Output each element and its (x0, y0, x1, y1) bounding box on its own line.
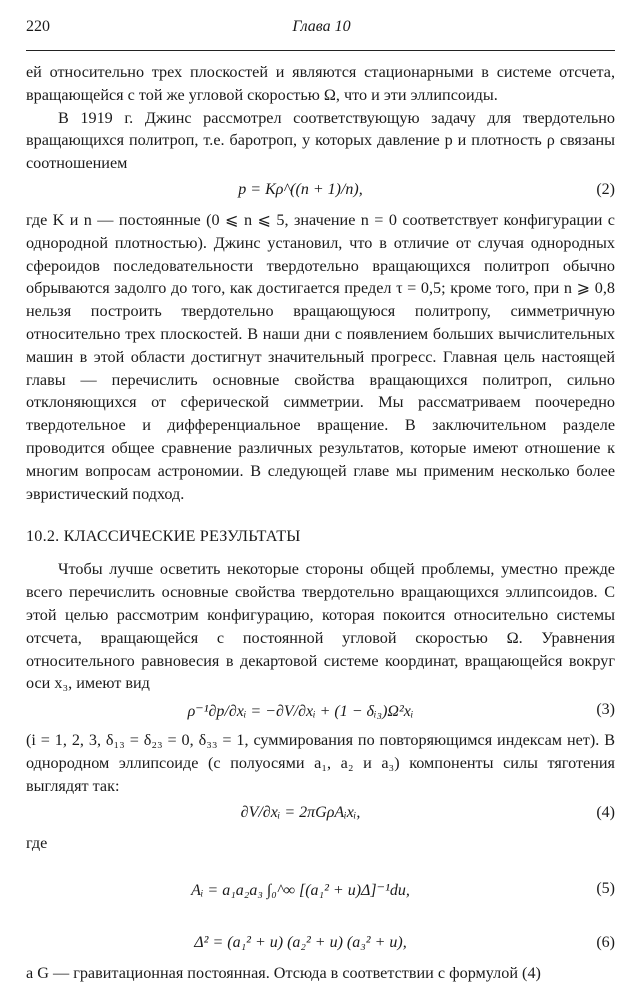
chapter-title: Глава 10 (292, 18, 351, 35)
equation-4-expr: ∂V/∂xᵢ = 2πGρAᵢxᵢ, (240, 803, 361, 821)
paragraph-gravitational-constant: а G — гравитационная постоянная. Отсюда в соответствии с формулой (4) (26, 964, 541, 983)
equation-5 (26, 854, 615, 928)
equation-5-expr: Aᵢ = a₁a₂a₃ ∫₀^∞ [(a₁² + u)Δ]⁻¹du, (191, 882, 410, 900)
equation-3 (26, 695, 615, 729)
paragraph-where: где (26, 833, 48, 852)
section-heading: 10.2. КЛАССИЧЕСКИЕ РЕЗУЛЬТАТЫ (26, 527, 301, 546)
equation-2 (26, 175, 615, 209)
paragraph-gravity-components: (i = 1, 2, 3, δ₁₃ = δ₂₃ = 0, δ₃₃ = 1, суммирования по повторяющимся индексам нет). В однородном эллипсоиде (с полуосями a₁, a₂ и a₃) компоненты силы тяготения выглядят так: (26, 731, 615, 795)
paragraph-jeans-problem: В 1919 г. Джинс рассмотрел соответствующую задачу для твердотельно вращающихся политроп, т.е. баротроп, у которых давление p и плотность ρ связаны соотношением (26, 108, 615, 173)
page-body (26, 61, 615, 985)
equation-4-number: (4) (596, 803, 615, 821)
equation-2-number: (2) (596, 180, 615, 198)
equation-2-expr: p = Kρ^((n + 1)/n), (238, 180, 363, 198)
page-number: 220 (26, 18, 50, 35)
equation-6-expr: Δ² = (a₁² + u) (a₂² + u) (a₃² + u), (194, 934, 407, 952)
header-rule (26, 50, 615, 51)
equation-3-number: (3) (596, 701, 615, 719)
paragraph-classical-results: Чтобы лучше осветить некоторые стороны общей проблемы, уместно прежде всего перечислить основные свойства твердотельно вращающихся эллипсоидов. С этой целью рассмотрим конфигурацию, которая покоится относительно системы отсчета, вращающейся с постоянной угловой скоростью Ω. Уравнения относительного равновесия в декартовой системе координат, вращающейся вокруг оси x₃, имеют вид (26, 560, 615, 693)
equation-6-number: (6) (596, 934, 615, 952)
equation-3-expr: ρ⁻¹∂p/∂xᵢ = −∂V/∂xᵢ + (1 − δᵢ₃)Ω²xᵢ (187, 703, 414, 721)
equation-4 (26, 798, 615, 832)
paragraph-polytropes: где K и n — постоянные (0 ⩽ n ⩽ 5, значение n = 0 соответствует конфигурации с однородной плотностью). Джинс установил, что в отличие от случая однородных сфероидов последовательности твердотельно вращающихся политроп обычно обрываются задолго до того, как достигается предел τ = 0,5; кроме того, при n ⩾ 0,8 нельзя построить твердотельно вращающуюся политропу, симметричную относительно трех плоскостей. В наши дни с появлением больших вычислительных машин в этой области достигнут значительный прогресс. Главная цель настоящей главы — перечислить основные свойства вращающихся политроп, сильно отклоняющихся от сферической симметрии. Мы рассматриваем поочередно твердотельное и дифференциальное вращение. В заключительном разделе проводится общее сравнение различных результатов, которые имеют отношение к многим вопросам астрономии. В следующей главе мы применим несколько более эвристический подход. (26, 210, 615, 503)
paragraph-continuation: ей относительно трех плоскостей и являются стационарными в системе отсчета, вращающейся с той же угловой скоростью Ω, что и эти эллипсоиды. (26, 63, 615, 104)
equation-5-number: (5) (596, 880, 615, 898)
equation-6 (26, 928, 615, 962)
